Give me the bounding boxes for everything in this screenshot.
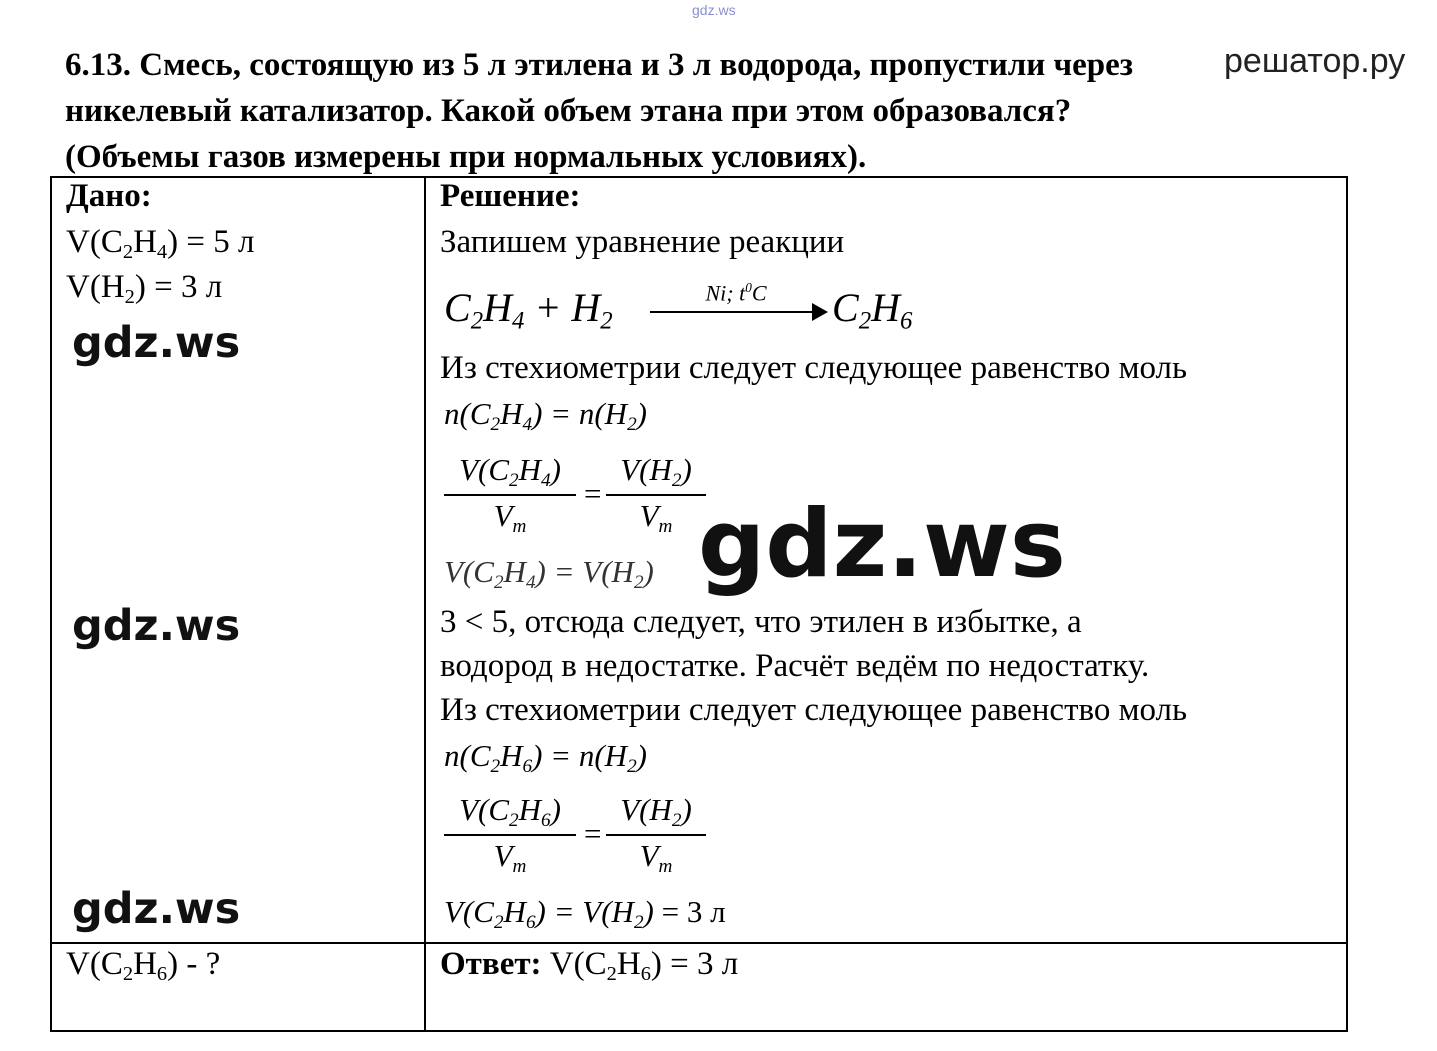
excess-line-2: водород в недостатке. Расчёт ведём по недостатку. [440, 648, 1150, 684]
site-watermark: решатор.ру [1224, 42, 1406, 80]
given-v-c2h4: $V(C_2H_4) = 5$ л [66, 224, 255, 264]
side-watermark-2: gdz.ws [72, 601, 241, 651]
stoichiometry-line-2: Из стехиометрии следует следующее равенство моль [440, 692, 1188, 728]
reaction-condition-label: Ni; t [705, 280, 746, 306]
fraction-v-h2-2: $V(H_2)$ $V_m$ [606, 792, 706, 878]
given-v-c2h4-value: = 5 л [186, 224, 255, 260]
final-value: = 3 л [661, 894, 726, 929]
mole-equality-2: $n(C_2H_6) = n(H_2)$ [444, 738, 647, 777]
side-watermark-1: gdz.ws [72, 318, 241, 368]
table-row-divider [52, 942, 1346, 944]
problem-line-2: никелевый катализатор. Какой объем этана при этом образовался? [65, 93, 1072, 129]
top-watermark: gdz.ws [692, 2, 736, 18]
reaction-condition-sup: 0 [745, 280, 752, 295]
solution-intro: Запишем уравнение реакции [440, 224, 845, 260]
problem-statement [65, 42, 1133, 180]
find-quantity: $V(C_2H_6)$ - ? [66, 946, 221, 986]
fraction-v-c2h6: $V(C_2H_6)$ $V_m$ [444, 792, 576, 878]
table-column-divider [424, 178, 426, 1030]
reaction-arrow-head-icon [812, 303, 828, 321]
problem-line-1: 6.13. Смесь, состоящую из 5 л этилена и 3 л водорода, пропустили через [65, 47, 1134, 83]
reaction-left: $C_2H_4 + H_2$ [444, 285, 613, 335]
center-watermark: gdz.ws [698, 490, 1066, 599]
given-v-h2: $V(H_2) = 3$ л [66, 269, 223, 309]
fraction-v-c2h4: $V(C_2H_4)$ $V_m$ [444, 452, 576, 538]
reaction-condition [650, 280, 822, 306]
stoichiometry-line-1: Из стехиометрии следует следующее равенство моль [440, 350, 1188, 386]
find-quantity-suffix: - ? [186, 946, 221, 982]
side-watermark-3: gdz.ws [72, 884, 241, 934]
problem-line-3: (Объемы газов измерены при нормальных условиях). [65, 139, 867, 175]
fraction-v-h2: $V(H_2)$ $V_m$ [606, 452, 706, 538]
reaction-condition-unit: C [751, 280, 767, 306]
fraction-equals-2: = [582, 816, 603, 851]
fraction-equals-1: = [582, 476, 603, 511]
solution-header: Решение: [440, 178, 581, 214]
reaction-arrow-line [650, 311, 818, 313]
excess-line-1: 3 < 5, отсюда следует, что этилен в избытке, а [440, 604, 1082, 640]
answer: Ответ: $V(C_2H_6) = 3$ л [440, 946, 739, 986]
answer-value: = 3 л [670, 946, 739, 982]
given-header: Дано: [66, 178, 152, 214]
given-v-h2-value: = 3 л [154, 269, 223, 305]
mole-equality-1: $n(C_2H_4) = n(H_2)$ [444, 396, 647, 435]
answer-label: Ответ: [440, 946, 542, 982]
volume-equality-1: $V(C_2H_4) = V(H_2)$ [444, 554, 654, 593]
reaction-right: $C_2H_6$ [832, 285, 913, 335]
volume-equality-2: $V(C_2H_6) = V(H_2) = 3$ л [444, 894, 726, 933]
